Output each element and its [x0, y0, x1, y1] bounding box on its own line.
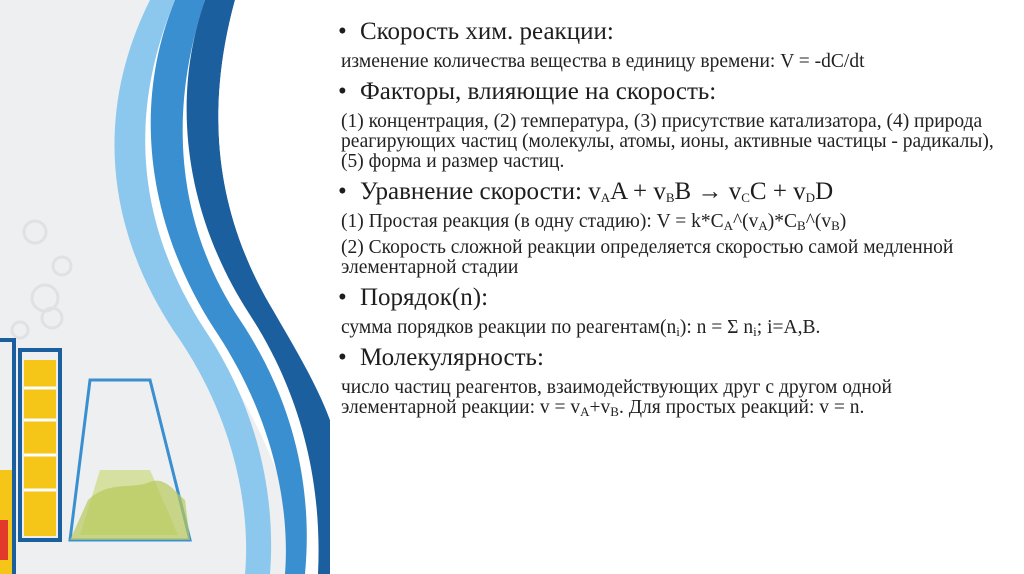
text-reaction-order: сумма порядков реакции по $реагентам(n_i)$: n = Σ $n_i$; i=A,B. [341, 317, 821, 339]
chemistry-decor-illustration [0, 0, 330, 574]
text-molecularity: число частиц реагентов, взаимодействующих друг с другом одной элементарной реакции: $v = v_A+v_B$. Для простых реакций: v = n. [341, 377, 892, 419]
text-complex-reaction: (2) Скорость сложной реакции определяется скоростью самой медленной элементарной стадии [341, 237, 954, 278]
red-tube-icon [0, 520, 8, 560]
slide-content [338, 18, 1010, 418]
heading-reaction-rate: • Скорость хим. реакции: [338, 18, 614, 45]
heading-molecularity: • Молекулярность: [338, 344, 544, 371]
heading-rate-equation: • Уравнение скорости: $v_AA + v_BB \to v_CC + v_DD$ [338, 178, 834, 205]
test-tube-icon [20, 350, 60, 540]
heading-rate-factors: • Факторы, влияющие на скорость: [338, 78, 717, 105]
text-rate-factors: (1) концентрация, (2) температура, (3) присутствие катализатора, (4) природа реагирующих частиц (молекулы, атомы, ионы, активные частицы - радикалы), (5) форма и размер частиц. [341, 111, 994, 172]
heading-reaction-order: • Порядок(n): [338, 284, 489, 311]
text-reaction-rate-definition: изменение количества вещества в единицу времени: V = -dC/dt [341, 51, 865, 72]
text-simple-reaction: (1) Простая реакция (в одну стадию): $V = k*C_A\^{}(v_A)*C_B\^{}(v_B)$ [341, 211, 847, 233]
